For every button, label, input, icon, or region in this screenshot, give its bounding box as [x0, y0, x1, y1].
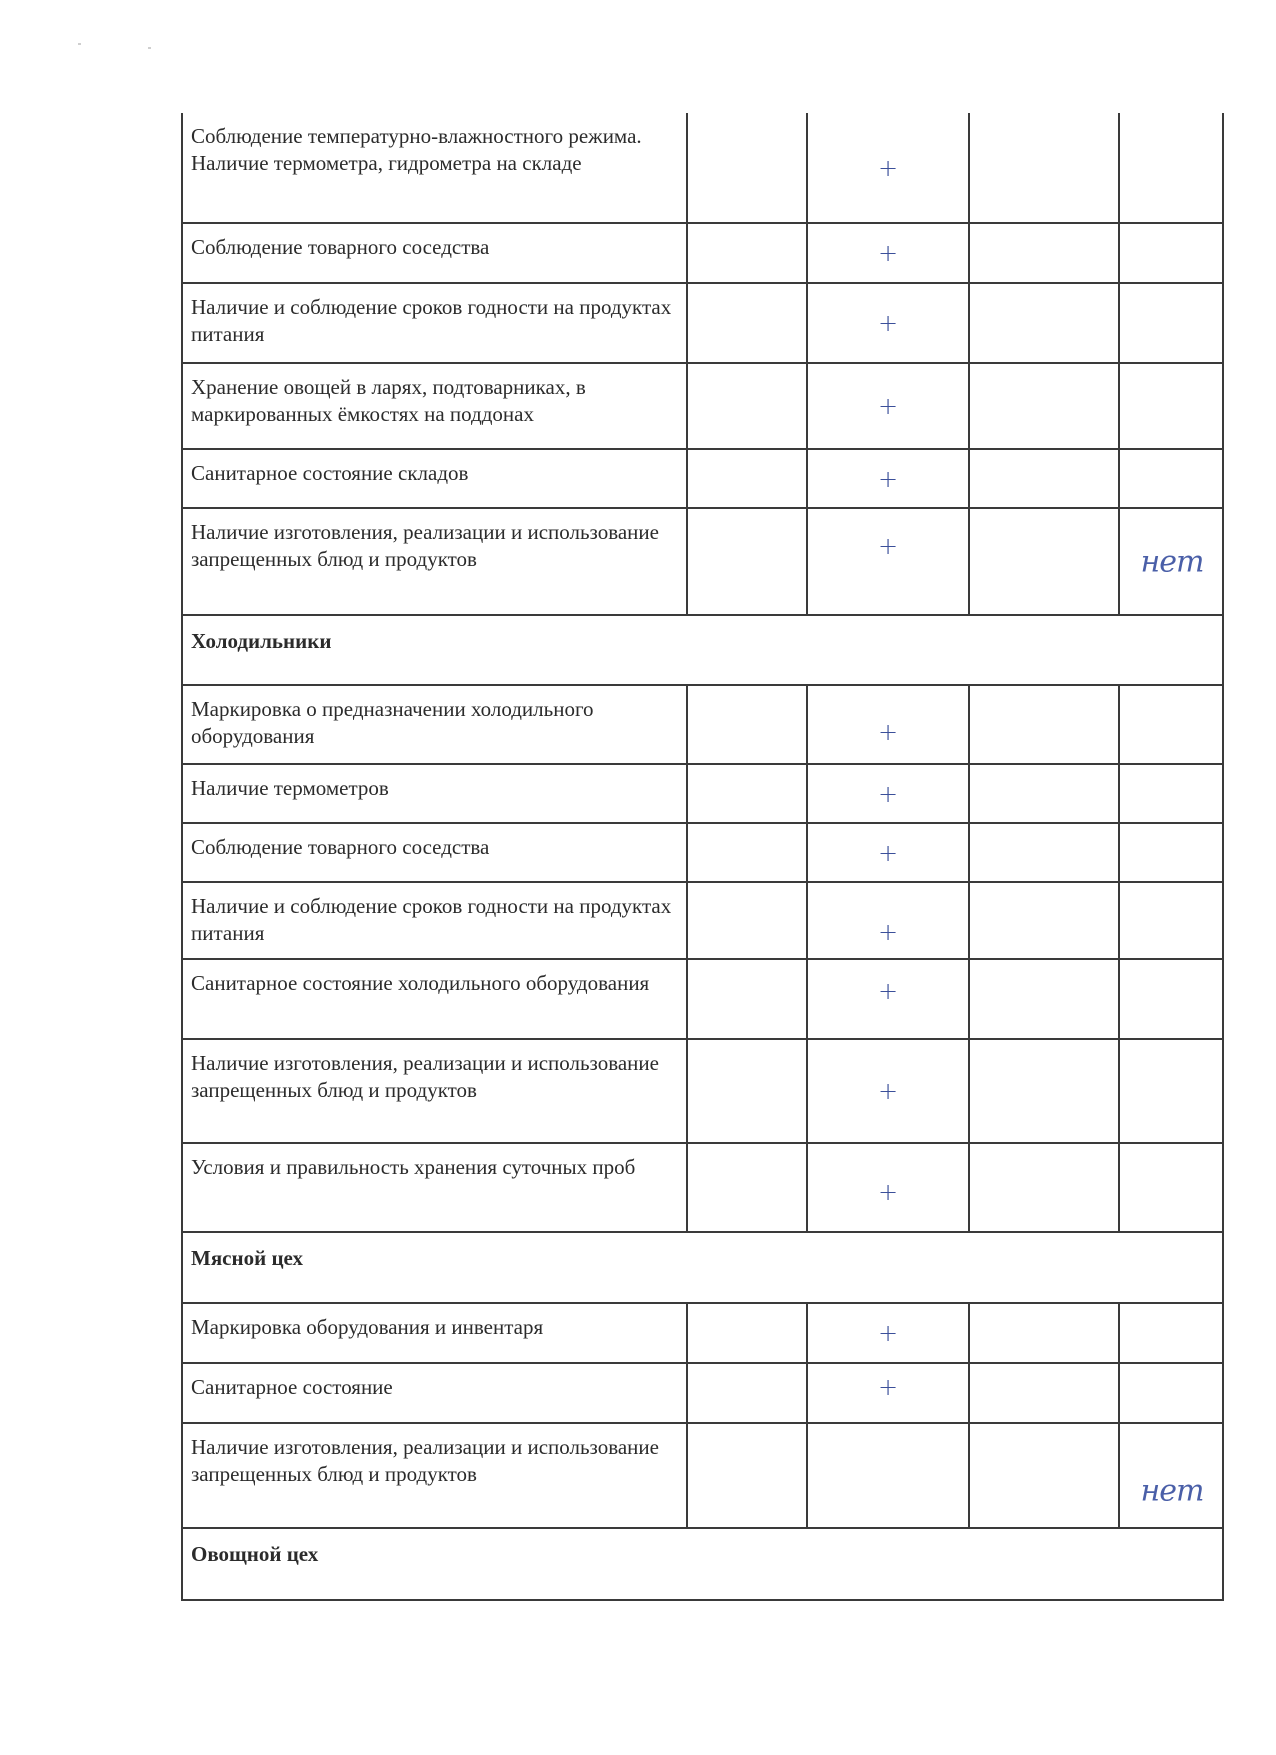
inspection-checklist-table [181, 113, 1224, 1600]
cell-col-1 [686, 1040, 806, 1142]
cell-col-3 [968, 1424, 1118, 1527]
cell-col-2 [806, 1304, 968, 1362]
table-row [181, 448, 1224, 507]
checkmark-plus: + [877, 153, 899, 182]
table-row [181, 1038, 1224, 1142]
cell-col-3 [968, 450, 1118, 507]
cell-col-3 [968, 284, 1118, 362]
cell-col-1 [686, 960, 806, 1038]
section-title-vegetable-shop: Овощной цех [191, 1542, 319, 1566]
cell-col-4 [1118, 1304, 1224, 1362]
scan-speck [78, 43, 81, 45]
section-header-row [181, 614, 1224, 684]
criterion-text: Хранение овощей в ларях, подтоварниках, в маркированных ёмкостях на поддонах [191, 375, 586, 426]
cell-col-1 [686, 1424, 806, 1527]
table-row [181, 958, 1224, 1038]
cell-col-3 [968, 1304, 1118, 1362]
cell-col-1 [686, 224, 806, 282]
criterion-text: Соблюдение товарного соседства [191, 235, 490, 259]
section-title-meat-shop: Мясной цех [191, 1246, 303, 1270]
criterion-text: Наличие изготовления, реализации и использование запрещенных блюд и продуктов [191, 1435, 659, 1486]
table-row [181, 1422, 1224, 1527]
cell-col-4 [1118, 686, 1224, 763]
table-row [181, 1142, 1224, 1231]
table-row [181, 881, 1224, 958]
cell-col-1 [686, 1364, 806, 1422]
cell-col-4 [1118, 284, 1224, 362]
section-header-row [181, 1231, 1224, 1302]
criterion-text: Санитарное состояние холодильного оборудования [191, 971, 650, 995]
checkmark-plus: + [877, 1077, 899, 1105]
cell-col-3 [968, 1040, 1118, 1142]
cell-col-4 [1118, 1424, 1224, 1527]
cell-col-3 [968, 883, 1118, 958]
checkmark-plus: + [877, 392, 899, 420]
scan-speck [148, 47, 151, 49]
checkmark-plus: + [877, 239, 899, 267]
table-row [181, 822, 1224, 881]
cell-col-2 [806, 113, 968, 222]
cell-col-1 [686, 450, 806, 507]
criterion-text: Санитарное состояние складов [191, 461, 469, 485]
cell-col-3 [968, 686, 1118, 763]
checkmark-plus: + [877, 309, 899, 337]
cell-col-3 [968, 960, 1118, 1038]
cell-col-2 [806, 224, 968, 282]
cell-col-1 [686, 883, 806, 958]
cell-col-3 [968, 1144, 1118, 1231]
criterion-text: Условия и правильность хранения суточных проб [191, 1155, 636, 1179]
criterion-text: Наличие изготовления, реализации и использование запрещенных блюд и продуктов [191, 520, 659, 571]
handwritten-note: нет [1140, 1473, 1204, 1509]
criterion-text: Санитарное состояние [191, 1375, 393, 1399]
checkmark-plus: + [877, 1373, 899, 1402]
cell-col-1 [686, 509, 806, 614]
cell-col-4 [1118, 113, 1224, 222]
cell-col-4 [1118, 1040, 1224, 1142]
handwritten-note: нет [1140, 544, 1204, 579]
cell-col-1 [686, 364, 806, 448]
cell-col-4 [1118, 509, 1224, 614]
checkmark-plus: + [877, 1319, 899, 1347]
checkmark-plus: + [877, 718, 899, 747]
criterion-text: Наличие и соблюдение сроков годности на продуктах питания [191, 894, 672, 945]
cell-col-2 [806, 1144, 968, 1231]
cell-col-3 [968, 765, 1118, 822]
criterion-text: Наличие и соблюдение сроков годности на продуктах питания [191, 295, 672, 346]
section-title-refrigerators: Холодильники [191, 629, 332, 653]
cell-col-2 [806, 1424, 968, 1527]
table-row [181, 507, 1224, 614]
cell-col-4 [1118, 824, 1224, 881]
checkmark-plus: + [877, 977, 899, 1006]
cell-col-2 [806, 364, 968, 448]
cell-col-2 [806, 1364, 968, 1422]
cell-col-2 [806, 450, 968, 507]
cell-col-2 [806, 765, 968, 822]
cell-col-2 [806, 824, 968, 881]
cell-col-2 [806, 284, 968, 362]
section-header-row [181, 1527, 1224, 1600]
table-row [181, 1302, 1224, 1362]
cell-col-4 [1118, 224, 1224, 282]
checkmark-plus: + [877, 917, 899, 946]
cell-col-1 [686, 686, 806, 763]
cell-col-4 [1118, 364, 1224, 448]
checkmark-plus: + [877, 1177, 899, 1206]
cell-col-4 [1118, 1144, 1224, 1231]
table-row [181, 222, 1224, 282]
cell-col-2 [806, 883, 968, 958]
cell-col-1 [686, 284, 806, 362]
criterion-text: Маркировка о предназначении холодильного оборудования [191, 697, 594, 748]
cell-col-3 [968, 224, 1118, 282]
cell-col-2 [806, 509, 968, 614]
cell-col-1 [686, 765, 806, 822]
criterion-text: Соблюдение товарного соседства [191, 835, 490, 859]
cell-col-3 [968, 824, 1118, 881]
checkmark-plus: + [877, 838, 899, 867]
table-row [181, 763, 1224, 822]
cell-col-4 [1118, 450, 1224, 507]
table-row [181, 282, 1224, 362]
table-row [181, 684, 1224, 763]
table-row [181, 1362, 1224, 1422]
criterion-text: Наличие изготовления, реализации и использование запрещенных блюд и продуктов [191, 1051, 659, 1102]
cell-col-4 [1118, 1364, 1224, 1422]
cell-col-2 [806, 960, 968, 1038]
criterion-text: Наличие термометров [191, 776, 389, 800]
criterion-text: Маркировка оборудования и инвентаря [191, 1315, 544, 1339]
cell-col-1 [686, 1144, 806, 1231]
checkmark-plus: + [877, 779, 899, 808]
table-row [181, 362, 1224, 448]
cell-col-4 [1118, 765, 1224, 822]
checkmark-plus: + [877, 464, 899, 493]
criterion-text: Соблюдение температурно-влажностного режима. Наличие термометра, гидрометра на складе [191, 124, 642, 175]
checkmark-plus: + [877, 531, 899, 560]
cell-col-1 [686, 113, 806, 222]
cell-col-3 [968, 364, 1118, 448]
cell-col-4 [1118, 960, 1224, 1038]
cell-col-1 [686, 1304, 806, 1362]
cell-col-2 [806, 686, 968, 763]
cell-col-3 [968, 509, 1118, 614]
cell-col-3 [968, 113, 1118, 222]
cell-col-2 [806, 1040, 968, 1142]
cell-col-4 [1118, 883, 1224, 958]
cell-col-3 [968, 1364, 1118, 1422]
cell-col-1 [686, 824, 806, 881]
table-row [181, 113, 1224, 222]
